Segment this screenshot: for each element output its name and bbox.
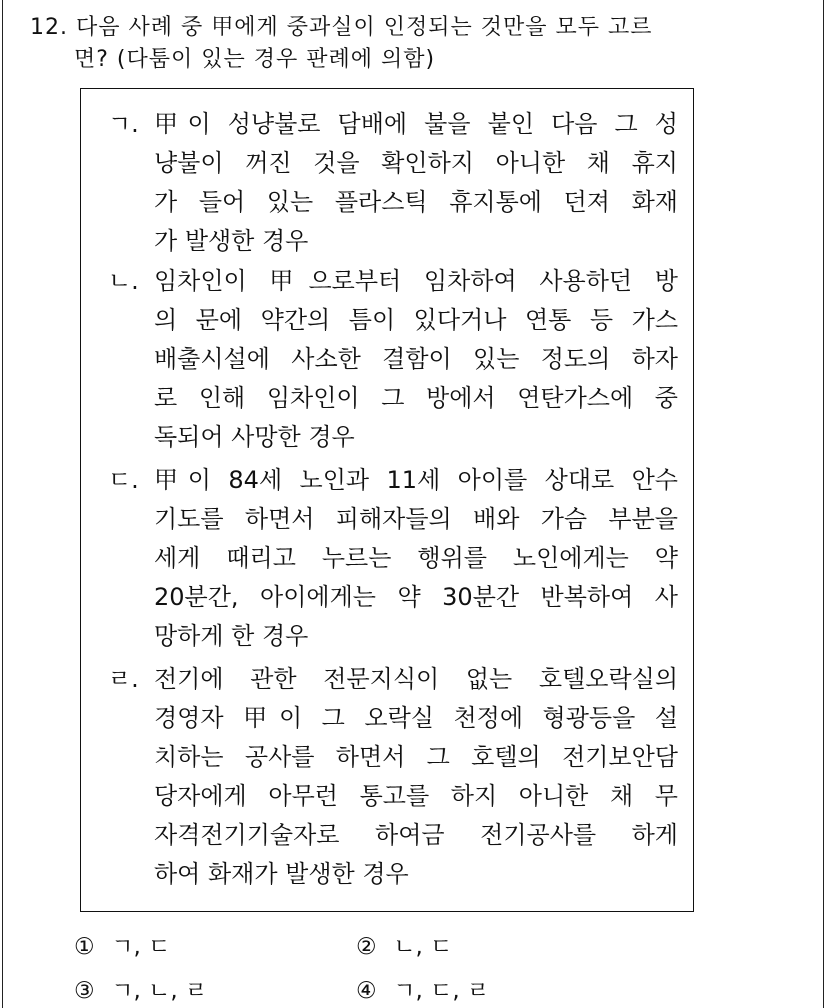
case-line: 치하는 공사를 하면서 그 호텔의 전기보안담 <box>154 743 678 771</box>
case-line: 가 들어 있는 플라스틱 휴지통에 던져 화재 <box>154 188 678 216</box>
case-item-d <box>108 660 678 894</box>
case-line: 독되어 사망한 경우 <box>154 423 355 451</box>
choice-text: ㄱ, ㄴ, ㄹ <box>111 978 208 1004</box>
case-line: 망하게 한 경우 <box>154 622 309 650</box>
case-label: ㄷ. <box>108 466 139 494</box>
answer-choice-2[interactable] <box>356 932 452 962</box>
page-border-left <box>2 0 3 1008</box>
question-line-1 <box>30 12 770 44</box>
question-stem <box>30 12 770 76</box>
question-number: 12. <box>30 15 68 40</box>
question-text-line-1: 다음 사례 중 甲에게 중과실이 인정되는 것만을 모두 고르 <box>76 15 653 40</box>
case-line: 경영자 甲이 그 오락실 천정에 형광등을 설 <box>154 704 678 732</box>
case-label: ㄹ. <box>108 665 139 693</box>
case-line: 20분간, 아이에게는 약 30분간 반복하여 사 <box>154 583 678 611</box>
answer-choice-3[interactable] <box>74 976 207 1006</box>
choice-number: ① <box>74 934 95 960</box>
case-line: 甲이 84세 노인과 11세 아이를 상대로 안수 <box>154 466 678 494</box>
case-item-b <box>108 262 678 457</box>
case-line: 냥불이 꺼진 것을 확인하지 아니한 채 휴지 <box>154 149 678 177</box>
case-line: 임차인이 甲으로부터 임차하여 사용하던 방 <box>154 267 678 295</box>
choice-number: ② <box>356 934 377 960</box>
case-label: ㄴ. <box>108 267 139 295</box>
case-line: 전기에 관한 전문지식이 없는 호텔오락실의 <box>154 665 678 693</box>
case-item-a <box>108 105 678 261</box>
case-line: 가 발생한 경우 <box>154 227 309 255</box>
choice-text: ㄱ, ㄷ <box>111 934 171 960</box>
case-line: 세게 때리고 누르는 행위를 노인에게는 약 <box>154 544 678 572</box>
case-line: 당자에게 아무런 통고를 하지 아니한 채 무 <box>154 782 678 810</box>
case-line: 하여 화재가 발생한 경우 <box>154 860 409 888</box>
case-line: 로 인해 임차인이 그 방에서 연탄가스에 중 <box>154 384 678 412</box>
page-border-right <box>823 0 824 1008</box>
case-line: 기도를 하면서 피해자들의 배와 가슴 부분을 <box>154 505 678 533</box>
case-line: 의 문에 약간의 틈이 있다거나 연통 등 가스 <box>154 306 678 334</box>
choice-number: ③ <box>74 978 95 1004</box>
answer-choice-4[interactable] <box>356 976 489 1006</box>
choice-text: ㄴ, ㄷ <box>393 934 453 960</box>
question-text-line-2: 면? (다툼이 있는 경우 판례에 의함) <box>74 47 436 72</box>
case-line: 배출시설에 사소한 결함이 있는 정도의 하자 <box>154 345 678 373</box>
case-label: ㄱ. <box>108 110 139 138</box>
choice-text: ㄱ, ㄷ, ㄹ <box>393 978 490 1004</box>
answer-choice-1[interactable] <box>74 932 170 962</box>
choice-number: ④ <box>356 978 377 1004</box>
case-item-c <box>108 461 678 656</box>
case-line: 甲이 성냥불로 담배에 불을 붙인 다음 그 성 <box>154 110 678 138</box>
case-line: 자격전기기술자로 하여금 전기공사를 하게 <box>154 821 678 849</box>
